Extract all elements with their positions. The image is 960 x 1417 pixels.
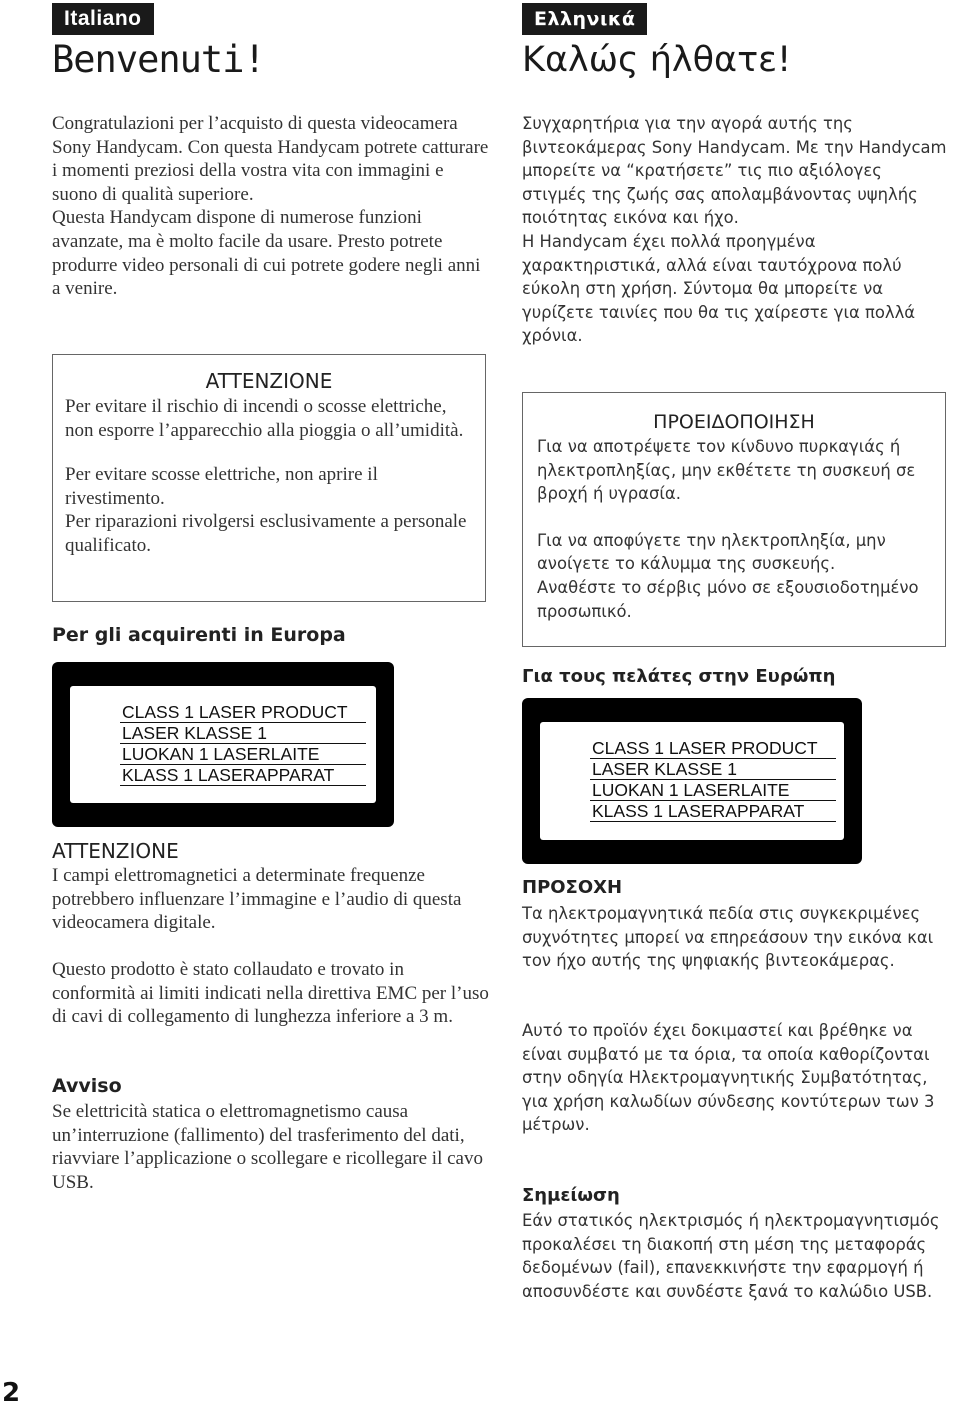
page-title-greek: Καλώς ήλθατε!	[522, 40, 792, 80]
notice-text-italian: Se elettricità statica o elettromagnetismo causa un’interruzione (fallimento) del trasferimento del dati, riavviare l’applicazione o scollegare e ricollegare il cavo USB.	[52, 1101, 483, 1193]
warning-title-greek: ΠΡΟΕΙΔΟΠΟΙΗΣΗ	[653, 411, 815, 433]
page-title-italian: Benvenuti!	[52, 38, 265, 81]
page-number: 2	[2, 1378, 21, 1408]
notice-heading-italian: Avviso	[52, 1075, 122, 1097]
attention-text-2-italian: Questo prodotto è stato collaudato e trovato in conformità ai limiti indicati nella direttiva EMC per l’uso di cavi di collegamento di lunghezza inferiore a 3 m.	[52, 959, 489, 1028]
attention-text-1-greek: Τα ηλεκτρομαγνητικά πεδία στις συγκεκριμένες συχνότητες μπορεί να επηρεάσουν την εικόνα και τον ήχο αυτής της ψηφιακής βιντεοκάμερας.	[522, 904, 934, 971]
notice-heading-greek: Σημείωση	[522, 1185, 620, 1206]
laser-line: LASER KLASSE 1	[120, 723, 366, 744]
attention-heading-italian: ATTENZIONE	[52, 839, 179, 863]
laser-line: LUOKAN 1 LASERLAITE	[590, 780, 836, 801]
europe-heading-italian: Per gli acquirenti in Europa	[52, 624, 346, 646]
attention-text-1-italian: I campi elettromagnetici a determinate frequenze potrebbero influenzare l’immagine e l’audio di questa videocamera digitale.	[52, 865, 462, 934]
laser-label-inner	[70, 686, 376, 803]
laser-line: CLASS 1 LASER PRODUCT	[120, 702, 366, 723]
warning-text-1-italian: Per evitare il rischio di incendi o scosse elettriche, non esporre l’apparecchio alla pioggia o all’umidità.	[65, 396, 464, 441]
warning-title-italian: ATTENZIONE	[205, 369, 333, 393]
warning-text-2-italian: Per evitare scosse elettriche, non aprire il rivestimento. Per riparazioni rivolgersi esclusivamente a personale qualificato.	[65, 464, 467, 556]
laser-line: LASER KLASSE 1	[590, 759, 836, 780]
europe-heading-greek: Για τους πελάτες στην Ευρώπη	[522, 666, 836, 687]
language-tab-greek: Ελληνικά	[522, 3, 647, 35]
laser-line: KLASS 1 LASERAPPARAT	[120, 765, 366, 786]
warning-box-italian	[52, 354, 486, 602]
laser-label-inner	[540, 722, 844, 840]
attention-heading-greek: ΠΡΟΣΟΧΗ	[522, 877, 623, 898]
attention-text-2-greek: Αυτό το προϊόν έχει δοκιμαστεί και βρέθηκε να είναι συμβατό με τα όρια, τα οποία καθορίζονται στην οδηγία Ηλεκτρομαγνητικής Συμβατότητας, για χρήση καλωδίων σύνδεσης κοντύτερων των 3 μέτρων.	[522, 1021, 935, 1135]
warning-box-greek	[522, 392, 946, 647]
laser-line: LUOKAN 1 LASERLAITE	[120, 744, 366, 765]
laser-label-italian	[52, 662, 394, 827]
laser-line: KLASS 1 LASERAPPARAT	[590, 801, 836, 822]
laser-label-greek	[522, 698, 862, 864]
intro-text-greek: Συγχαρητήρια για την αγορά αυτής της βιντεοκάμερας Sony Handycam. Με την Handycam μπορείτε να “κρατήσετε” τις πιο αξιόλογες στιγμές της ζωής σας απολαμβάνοντας υψηλής ποιότητας εικόνα και ήχο. Η Handycam έχει πολλά προηγμένα χαρακτηριστικά, αλλά είναι ταυτόχρονα πολύ εύκολη στη χρήση. Σύντομα θα μπορείτε να γυρίζετε ταινίες που θα τις χαίρεστε για πολλά χρόνια.	[522, 114, 947, 346]
notice-text-greek: Εάν στατικός ηλεκτρισμός ή ηλεκτρομαγνητισμός προκαλέσει τη διακοπή στη μέση της μεταφοράς δεδομένων (fail), επανεκκινήστε την εφαρμογή ή αποσυνδέστε και συνδέστε ξανά το καλώδιο USB.	[522, 1211, 940, 1301]
laser-line: CLASS 1 LASER PRODUCT	[590, 738, 836, 759]
intro-text-italian: Congratulazioni per l’acquisto di questa videocamera Sony Handycam. Con questa Handycam potrete catturare i momenti preziosi della vostra vita con immagini e suono di qualità superiore. Questa Handycam dispone di numerose funzioni avanzate, ma è molto facile da usare. Presto potrete produrre video personali di cui potrete godere negli anni a venire.	[52, 113, 489, 300]
language-tab-italian: Italiano	[52, 3, 154, 35]
warning-text-1-greek: Για να αποτρέψετε τον κίνδυνο πυρκαγιάς ή ηλεκτροπληξίας, μην εκθέτετε τη συσκευή σε βροχή ή υγρασία.	[537, 437, 916, 504]
warning-text-2-greek: Για να αποφύγετε την ηλεκτροπληξία, μην ανοίγετε το κάλυμμα της συσκευής. Αναθέστε το σέρβις μόνο σε εξουσιοδοτημένο προσωπικό.	[537, 530, 919, 621]
